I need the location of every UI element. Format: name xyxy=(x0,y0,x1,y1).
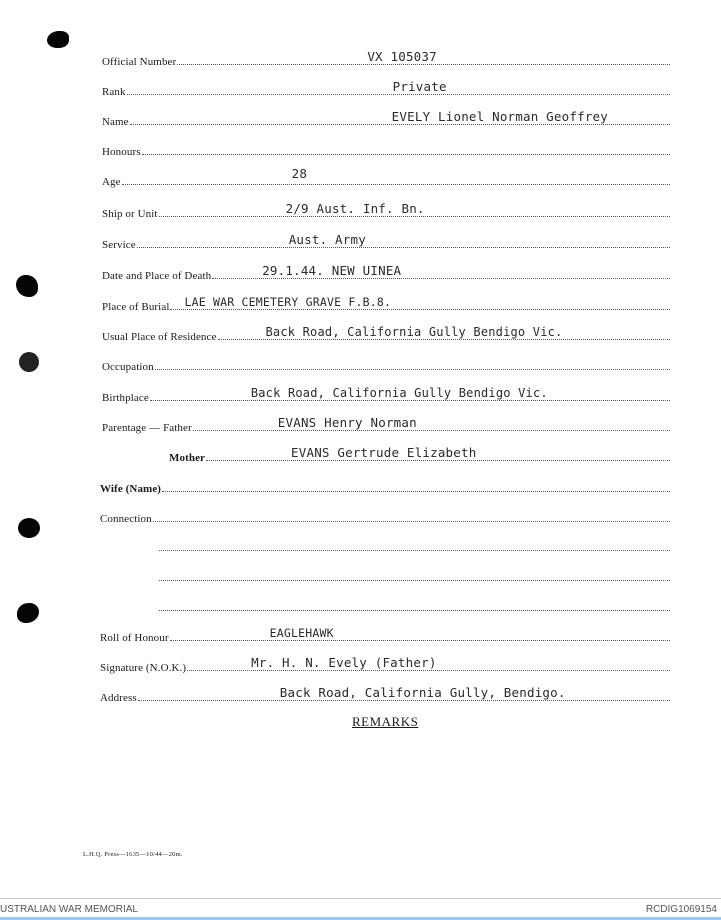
value-usual-residence: Back Road, California Gully Bendigo Vic. xyxy=(265,325,563,339)
label-father: Parentage — Father xyxy=(102,422,192,434)
footer-institution: USTRALIAN WAR MEMORIAL xyxy=(0,904,138,915)
label-honours: Honours xyxy=(102,146,141,158)
label-birthplace: Birthplace xyxy=(102,392,149,404)
field-father xyxy=(102,416,670,436)
label-roll-of-honour: Roll of Honour xyxy=(100,632,169,644)
archive-footer xyxy=(0,898,721,923)
connection-blank-line-2 xyxy=(158,566,670,586)
value-age: 28 xyxy=(291,166,308,181)
value-service: Aust. Army xyxy=(288,232,366,247)
value-signature: Mr. H. N. Evely (Father) xyxy=(251,655,437,670)
value-name: EVELY Lionel Norman Geoffrey xyxy=(391,109,608,124)
label-connection: Connection xyxy=(100,513,152,525)
label-rank: Rank xyxy=(102,86,126,98)
field-honours xyxy=(102,140,670,160)
field-birthplace xyxy=(102,386,670,406)
field-connection xyxy=(100,507,670,527)
value-address: Back Road, California Gully, Bendigo. xyxy=(279,685,566,700)
field-address xyxy=(100,686,670,706)
field-usual-residence xyxy=(102,325,670,345)
punch-hole-1 xyxy=(47,31,69,48)
footer-strip xyxy=(0,917,721,920)
field-occupation xyxy=(102,355,670,375)
footer-record-id: RCDIG1069154 xyxy=(645,904,717,915)
field-rank xyxy=(102,80,670,100)
label-date-place-death: Date and Place of Death xyxy=(102,270,212,282)
value-birthplace: Back Road, California Gully Bendigo Vic. xyxy=(250,386,548,400)
field-wife xyxy=(100,477,670,497)
label-service: Service xyxy=(102,239,136,251)
label-address: Address xyxy=(100,692,137,704)
value-official-number: VX 105037 xyxy=(367,49,437,64)
punch-hole-3 xyxy=(19,352,39,372)
label-wife: Wife (Name) xyxy=(100,483,162,495)
label-name: Name xyxy=(102,116,129,128)
punch-hole-5 xyxy=(17,603,39,623)
field-signature xyxy=(100,656,670,676)
press-note: L.H.Q. Press—1635—10/44—20m. xyxy=(83,851,183,858)
value-roll-of-honour: EAGLEHAWK xyxy=(269,626,334,640)
field-roll-of-honour xyxy=(100,626,670,646)
value-rank: Private xyxy=(392,79,447,94)
field-ship-or-unit xyxy=(102,202,670,222)
value-ship-or-unit: 2/9 Aust. Inf. Bn. xyxy=(285,201,425,216)
field-age xyxy=(102,166,670,190)
field-official-number xyxy=(102,50,670,70)
remarks-heading: REMARKS xyxy=(352,714,419,729)
label-signature: Signature (N.O.K.) xyxy=(100,662,187,674)
connection-blank-line-1 xyxy=(158,536,670,556)
label-age: Age xyxy=(102,176,121,188)
field-service xyxy=(102,233,670,253)
value-place-of-burial: LAE WAR CEMETERY GRAVE F.B.8. xyxy=(184,295,392,309)
field-place-of-burial xyxy=(102,295,670,315)
label-usual-residence: Usual Place of Residence xyxy=(102,331,217,343)
label-official-number: Official Number xyxy=(102,56,177,68)
value-date-place-death: 29.1.44. NEW UINEA xyxy=(262,263,402,278)
value-mother: EVANS Gertrude Elizabeth xyxy=(291,445,477,460)
label-mother: Mother xyxy=(169,452,206,464)
connection-blank-line-3 xyxy=(158,596,670,616)
value-father: EVANS Henry Norman xyxy=(277,415,417,430)
punch-hole-2 xyxy=(16,275,38,297)
field-mother xyxy=(169,446,670,466)
field-name xyxy=(102,110,670,130)
label-place-of-burial: Place of Burial xyxy=(102,301,170,313)
label-occupation: Occupation xyxy=(102,361,154,373)
punch-hole-4 xyxy=(18,518,40,538)
label-ship-or-unit: Ship or Unit xyxy=(102,208,158,220)
field-date-place-death xyxy=(102,264,670,284)
